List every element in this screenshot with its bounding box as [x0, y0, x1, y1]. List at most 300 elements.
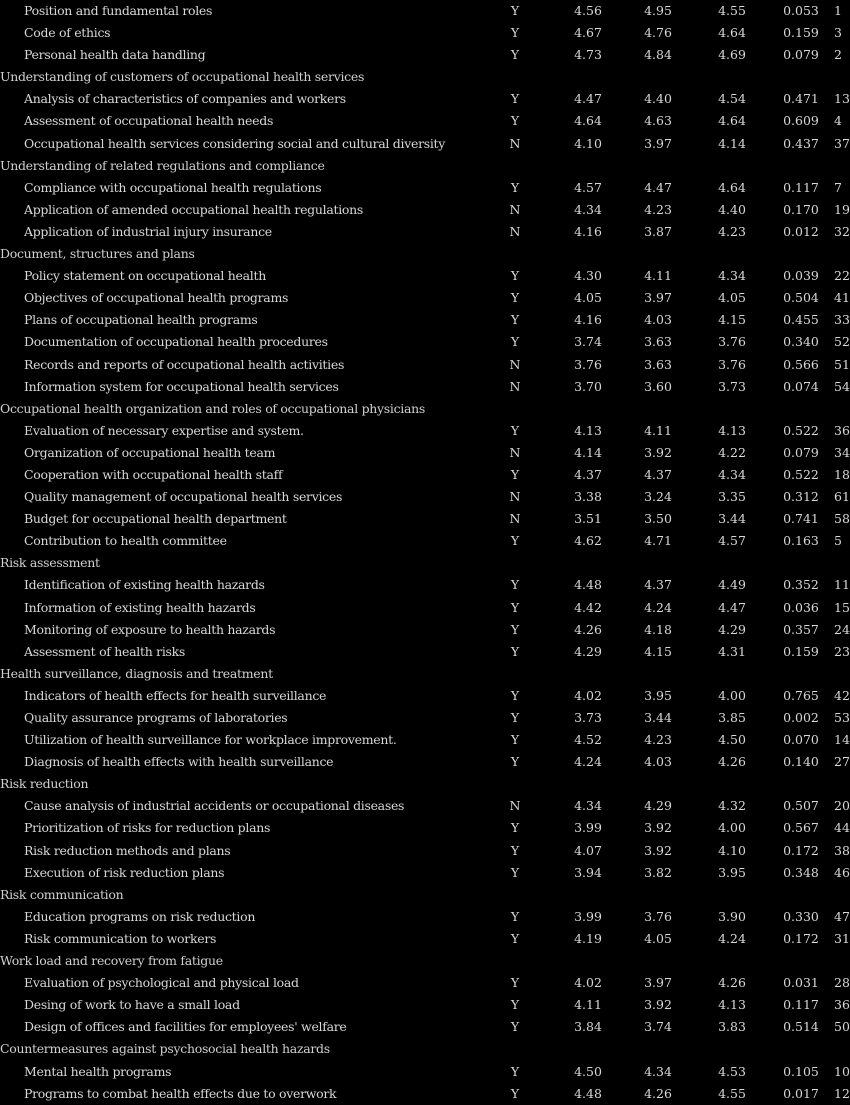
value-cell-3: 4.22 — [718, 444, 746, 460]
item-label: Personal health data handling — [24, 47, 206, 63]
item-label: Application of industrial injury insurance — [24, 223, 272, 239]
table-row — [0, 420, 850, 442]
flag-cell: Y — [510, 3, 520, 18]
item-label: Utilization of health surveillance for workplace improvement. — [24, 732, 397, 748]
category-row — [0, 66, 850, 88]
value-cell-3: 4.00 — [718, 687, 746, 703]
category-label: Countermeasures against psychosocial health hazards — [0, 1041, 330, 1057]
table-row — [0, 22, 850, 44]
flag-cell: Y — [510, 687, 520, 703]
rank-cell: 53 — [834, 710, 850, 725]
value-cell-3: 3.44 — [718, 511, 746, 527]
flag-cell: Y — [510, 621, 520, 637]
p-value-cell: 0.566 — [783, 356, 819, 372]
table-row — [0, 221, 850, 243]
flag-cell: Y — [510, 842, 520, 858]
rank-cell: 61 — [834, 489, 850, 505]
category-row — [0, 552, 850, 574]
value-cell-3: 4.34 — [718, 268, 746, 284]
flag-cell: Y — [510, 864, 520, 880]
p-value-cell: 0.039 — [783, 268, 819, 284]
rank-cell: 58 — [834, 511, 850, 527]
rank-cell: 23 — [834, 643, 850, 659]
category-row — [0, 155, 850, 177]
item-label: Contribution to health committee — [24, 533, 227, 549]
item-label: Plans of occupational health programs — [24, 312, 258, 328]
flag-cell: Y — [510, 533, 520, 549]
p-value-cell: 0.567 — [783, 820, 819, 836]
value-cell-1: 4.05 — [574, 290, 602, 306]
rank-cell: 2 — [834, 47, 842, 63]
value-cell-3: 4.64 — [718, 113, 746, 129]
p-value-cell: 0.437 — [783, 135, 819, 151]
flag-cell: N — [509, 223, 521, 239]
table-row — [0, 442, 850, 464]
value-cell-1: 3.70 — [574, 378, 602, 394]
p-value-cell: 0.031 — [783, 975, 819, 991]
table-row — [0, 729, 850, 751]
item-label: Occupational health services considering social and cultural diversity — [24, 135, 446, 151]
item-label: Information system for occupational health services — [24, 378, 339, 394]
value-cell-1: 3.74 — [574, 334, 602, 350]
value-cell-3: 4.05 — [718, 290, 746, 306]
value-cell-2: 3.95 — [644, 687, 672, 703]
item-label: Indicators of health effects for health surveillance — [24, 687, 327, 703]
value-cell-1: 4.14 — [574, 444, 602, 460]
flag-cell: Y — [510, 179, 520, 195]
item-label: Application of amended occupational health regulations — [24, 201, 363, 217]
item-label: Design of offices and facilities for employees' welfare — [24, 1019, 347, 1035]
value-cell-3: 3.90 — [718, 908, 746, 924]
flag-cell: N — [509, 798, 521, 814]
item-label: Policy statement on occupational health — [24, 268, 266, 284]
rank-cell: 51 — [834, 356, 850, 372]
p-value-cell: 0.765 — [783, 687, 819, 703]
table-row — [0, 0, 850, 22]
flag-cell: Y — [510, 908, 520, 924]
rank-cell: 20 — [834, 798, 850, 814]
value-cell-3: 4.14 — [718, 135, 746, 151]
item-label: Budget for occupational health department — [24, 511, 287, 527]
value-cell-1: 4.02 — [574, 687, 602, 703]
table-row — [0, 795, 850, 817]
value-cell-3: 4.55 — [718, 1085, 746, 1101]
table-row — [0, 508, 850, 530]
category-label: Understanding of customers of occupational health services — [0, 69, 365, 85]
value-cell-1: 4.56 — [574, 3, 602, 18]
value-cell-3: 4.64 — [718, 179, 746, 195]
item-label: Education programs on risk reduction — [24, 908, 256, 924]
p-value-cell: 0.140 — [783, 754, 819, 770]
rank-cell: 37 — [834, 135, 850, 151]
value-cell-2: 4.24 — [644, 599, 672, 615]
value-cell-2: 4.11 — [644, 268, 672, 284]
table-row — [0, 972, 850, 994]
value-cell-2: 4.95 — [644, 3, 672, 18]
value-cell-2: 3.92 — [644, 997, 672, 1013]
value-cell-3: 3.76 — [718, 356, 746, 372]
category-row — [0, 1038, 850, 1060]
p-value-cell: 0.455 — [783, 312, 819, 328]
value-cell-2: 3.24 — [644, 489, 672, 505]
item-label: Identification of existing health hazards — [24, 577, 265, 593]
value-cell-1: 4.29 — [574, 643, 602, 659]
category-row — [0, 663, 850, 685]
flag-cell: Y — [510, 577, 520, 593]
value-cell-1: 4.30 — [574, 268, 602, 284]
value-cell-3: 4.31 — [718, 643, 746, 659]
value-cell-2: 4.84 — [644, 47, 672, 63]
table-row — [0, 619, 850, 641]
p-value-cell: 0.079 — [783, 47, 819, 63]
p-value-cell: 0.352 — [783, 577, 819, 593]
table-row — [0, 707, 850, 729]
flag-cell: N — [509, 444, 521, 460]
value-cell-2: 3.97 — [644, 975, 672, 991]
value-cell-3: 4.26 — [718, 975, 746, 991]
item-label: Execution of risk reduction plans — [24, 864, 225, 880]
rank-cell: 31 — [834, 930, 850, 946]
value-cell-2: 4.03 — [644, 754, 672, 770]
rank-cell: 13 — [834, 91, 850, 107]
category-row — [0, 884, 850, 906]
table-row — [0, 928, 850, 950]
category-label: Occupational health organization and roles of occupational physicians — [0, 400, 426, 416]
table-row — [0, 110, 850, 132]
table-row — [0, 641, 850, 663]
value-cell-2: 3.87 — [644, 223, 672, 239]
category-label: Risk assessment — [0, 555, 100, 571]
value-cell-1: 4.47 — [574, 91, 602, 107]
value-cell-3: 4.10 — [718, 842, 746, 858]
item-label: Evaluation of psychological and physical load — [24, 975, 299, 991]
item-label: Cause analysis of industrial accidents or occupational diseases — [24, 798, 405, 814]
value-cell-2: 4.47 — [644, 179, 672, 195]
p-value-cell: 0.002 — [783, 710, 819, 725]
value-cell-1: 4.57 — [574, 179, 602, 195]
category-label: Understanding of related regulations and compliance — [0, 157, 325, 173]
p-value-cell: 0.170 — [783, 201, 819, 217]
flag-cell: N — [509, 378, 521, 394]
item-label: Analysis of characteristics of companies and workers — [24, 91, 346, 107]
p-value-cell: 0.741 — [783, 511, 819, 527]
value-cell-3: 4.64 — [718, 25, 746, 41]
value-cell-1: 4.52 — [574, 732, 602, 748]
value-cell-2: 3.50 — [644, 511, 672, 527]
table-row — [0, 994, 850, 1016]
value-cell-3: 4.40 — [718, 201, 746, 217]
value-cell-1: 4.37 — [574, 466, 602, 482]
table-row — [0, 133, 850, 155]
flag-cell: Y — [510, 1085, 520, 1101]
flag-cell: Y — [510, 732, 520, 748]
flag-cell: N — [509, 201, 521, 217]
rank-cell: 52 — [834, 334, 850, 350]
flag-cell: Y — [510, 91, 520, 107]
value-cell-2: 4.63 — [644, 113, 672, 129]
item-label: Cooperation with occupational health staff — [24, 466, 283, 482]
p-value-cell: 0.053 — [783, 3, 819, 18]
table-row — [0, 287, 850, 309]
category-label: Document, structures and plans — [0, 246, 195, 262]
flag-cell: N — [509, 511, 521, 527]
value-cell-2: 3.92 — [644, 444, 672, 460]
p-value-cell: 0.163 — [783, 533, 819, 549]
table-row — [0, 309, 850, 331]
flag-cell: N — [509, 356, 521, 372]
item-label: Documentation of occupational health procedures — [24, 334, 328, 350]
p-value-cell: 0.105 — [783, 1063, 819, 1079]
value-cell-1: 4.48 — [574, 577, 602, 593]
flag-cell: Y — [510, 754, 520, 770]
flag-cell: N — [509, 135, 521, 151]
flag-cell: Y — [510, 290, 520, 306]
value-cell-3: 4.29 — [718, 621, 746, 637]
rank-cell: 3 — [834, 25, 842, 41]
value-cell-1: 3.99 — [574, 908, 602, 924]
value-cell-1: 3.99 — [574, 820, 602, 836]
value-cell-2: 4.23 — [644, 732, 672, 748]
p-value-cell: 0.522 — [783, 422, 819, 438]
value-cell-1: 4.26 — [574, 621, 602, 637]
table-row — [0, 1083, 850, 1105]
rank-cell: 4 — [834, 113, 842, 129]
rank-cell: 7 — [834, 179, 842, 195]
value-cell-1: 4.07 — [574, 842, 602, 858]
p-value-cell: 0.340 — [783, 334, 819, 350]
value-cell-1: 3.94 — [574, 864, 602, 880]
value-cell-2: 4.37 — [644, 466, 672, 482]
rank-cell: 33 — [834, 312, 850, 328]
value-cell-3: 4.26 — [718, 754, 746, 770]
rank-cell: 47 — [834, 908, 850, 924]
rank-cell: 36 — [834, 422, 850, 438]
value-cell-2: 3.82 — [644, 864, 672, 880]
table-row — [0, 376, 850, 398]
flag-cell: Y — [510, 312, 520, 328]
item-label: Prioritization of risks for reduction plans — [24, 820, 271, 836]
category-label: Risk reduction — [0, 776, 89, 792]
flag-cell: N — [509, 489, 521, 505]
value-cell-1: 3.38 — [574, 489, 602, 505]
p-value-cell: 0.172 — [783, 842, 819, 858]
p-value-cell: 0.348 — [783, 864, 819, 880]
p-value-cell: 0.117 — [783, 997, 819, 1013]
rank-cell: 44 — [834, 820, 850, 836]
flag-cell: Y — [510, 820, 520, 836]
value-cell-3: 4.34 — [718, 466, 746, 482]
item-label: Desing of work to have a small load — [24, 997, 240, 1013]
value-cell-3: 4.53 — [718, 1063, 746, 1079]
rank-cell: 41 — [834, 290, 850, 306]
table-row — [0, 574, 850, 596]
table-row — [0, 177, 850, 199]
table-row — [0, 265, 850, 287]
item-label: Mental health programs — [24, 1063, 172, 1079]
item-label: Risk communication to workers — [24, 930, 217, 946]
rank-cell: 28 — [834, 975, 850, 991]
value-cell-1: 4.50 — [574, 1063, 602, 1079]
value-cell-1: 4.16 — [574, 223, 602, 239]
p-value-cell: 0.522 — [783, 466, 819, 482]
item-label: Information of existing health hazards — [24, 599, 256, 615]
value-cell-3: 3.83 — [718, 1019, 746, 1035]
table-row — [0, 464, 850, 486]
p-value-cell: 0.012 — [783, 223, 819, 239]
p-value-cell: 0.117 — [783, 179, 819, 195]
table-row — [0, 88, 850, 110]
flag-cell: Y — [510, 25, 520, 41]
table-row — [0, 906, 850, 928]
rank-cell: 27 — [834, 754, 850, 770]
value-cell-2: 4.71 — [644, 533, 672, 549]
value-cell-3: 3.35 — [718, 489, 746, 505]
rank-cell: 36 — [834, 997, 850, 1013]
item-label: Code of ethics — [24, 25, 111, 41]
item-label: Position and fundamental roles — [24, 3, 213, 18]
item-label: Quality assurance programs of laboratories — [24, 710, 288, 725]
rank-cell: 38 — [834, 842, 850, 858]
table-row — [0, 199, 850, 221]
flag-cell: Y — [510, 975, 520, 991]
value-cell-1: 3.76 — [574, 356, 602, 372]
flag-cell: Y — [510, 1063, 520, 1079]
rank-cell: 15 — [834, 599, 850, 615]
p-value-cell: 0.357 — [783, 621, 819, 637]
value-cell-3: 3.73 — [718, 378, 746, 394]
p-value-cell: 0.312 — [783, 489, 819, 505]
value-cell-2: 4.34 — [644, 1063, 672, 1079]
value-cell-2: 3.92 — [644, 842, 672, 858]
value-cell-3: 3.85 — [718, 710, 746, 725]
item-label: Risk reduction methods and plans — [24, 842, 231, 858]
value-cell-2: 3.97 — [644, 135, 672, 151]
table-row — [0, 840, 850, 862]
value-cell-3: 4.49 — [718, 577, 746, 593]
rank-cell: 12 — [834, 1085, 850, 1101]
flag-cell: Y — [510, 710, 520, 725]
table-row — [0, 1061, 850, 1083]
value-cell-3: 4.50 — [718, 732, 746, 748]
rank-cell: 32 — [834, 223, 850, 239]
value-cell-3: 3.76 — [718, 334, 746, 350]
table-row — [0, 530, 850, 552]
flag-cell: Y — [510, 1019, 520, 1035]
value-cell-1: 4.42 — [574, 599, 602, 615]
value-cell-3: 4.47 — [718, 599, 746, 615]
value-cell-3: 4.32 — [718, 798, 746, 814]
category-row — [0, 773, 850, 795]
value-cell-1: 4.67 — [574, 25, 602, 41]
item-label: Records and reports of occupational health activities — [24, 356, 345, 372]
rank-cell: 22 — [834, 268, 850, 284]
rank-cell: 42 — [834, 687, 850, 703]
value-cell-3: 4.13 — [718, 997, 746, 1013]
p-value-cell: 0.159 — [783, 643, 819, 659]
value-cell-3: 4.69 — [718, 47, 746, 63]
value-cell-1: 4.11 — [574, 997, 602, 1013]
item-label: Evaluation of necessary expertise and system. — [24, 422, 304, 438]
value-cell-2: 4.03 — [644, 312, 672, 328]
p-value-cell: 0.074 — [783, 378, 819, 394]
item-label: Programs to combat health effects due to overwork — [24, 1085, 337, 1101]
value-cell-2: 4.40 — [644, 91, 672, 107]
value-cell-3: 4.13 — [718, 422, 746, 438]
value-cell-2: 4.26 — [644, 1085, 672, 1101]
p-value-cell: 0.471 — [783, 91, 819, 107]
value-cell-1: 4.16 — [574, 312, 602, 328]
value-cell-2: 4.11 — [644, 422, 672, 438]
value-cell-2: 3.97 — [644, 290, 672, 306]
category-label: Risk communication — [0, 886, 124, 902]
flag-cell: Y — [510, 268, 520, 284]
value-cell-2: 4.76 — [644, 25, 672, 41]
rank-cell: 5 — [834, 533, 842, 549]
flag-cell: Y — [510, 997, 520, 1013]
value-cell-3: 4.55 — [718, 3, 746, 18]
item-label: Compliance with occupational health regulations — [24, 179, 322, 195]
table-row — [0, 1016, 850, 1038]
value-cell-1: 4.19 — [574, 930, 602, 946]
p-value-cell: 0.514 — [783, 1019, 819, 1035]
value-cell-2: 3.76 — [644, 908, 672, 924]
rank-cell: 19 — [834, 201, 850, 217]
item-label: Diagnosis of health effects with health surveillance — [24, 754, 334, 770]
value-cell-1: 4.13 — [574, 422, 602, 438]
table-row — [0, 817, 850, 839]
p-value-cell: 0.017 — [783, 1085, 819, 1101]
table-row — [0, 862, 850, 884]
value-cell-3: 4.24 — [718, 930, 746, 946]
rank-cell: 18 — [834, 466, 850, 482]
value-cell-1: 4.10 — [574, 135, 602, 151]
category-label: Health surveillance, diagnosis and treatment — [0, 665, 273, 681]
value-cell-1: 3.51 — [574, 511, 602, 527]
p-value-cell: 0.036 — [783, 599, 819, 615]
value-cell-1: 4.62 — [574, 533, 602, 549]
rank-cell: 24 — [834, 621, 850, 637]
value-cell-2: 4.37 — [644, 577, 672, 593]
value-cell-3: 4.23 — [718, 223, 746, 239]
value-cell-3: 4.57 — [718, 533, 746, 549]
p-value-cell: 0.507 — [783, 798, 819, 814]
category-row — [0, 950, 850, 972]
p-value-cell: 0.159 — [783, 25, 819, 41]
p-value-cell: 0.070 — [783, 732, 819, 748]
category-row — [0, 243, 850, 265]
rank-cell: 54 — [834, 378, 850, 394]
value-cell-2: 3.74 — [644, 1019, 672, 1035]
flag-cell: Y — [510, 466, 520, 482]
item-label: Objectives of occupational health programs — [24, 290, 289, 306]
category-label: Work load and recovery from fatigue — [0, 953, 223, 969]
flag-cell: Y — [510, 47, 520, 63]
rank-cell: 1 — [834, 3, 842, 18]
flag-cell: Y — [510, 113, 520, 129]
p-value-cell: 0.330 — [783, 908, 819, 924]
value-cell-3: 4.54 — [718, 91, 746, 107]
value-cell-2: 4.18 — [644, 621, 672, 637]
table-row — [0, 597, 850, 619]
value-cell-1: 4.34 — [574, 798, 602, 814]
flag-cell: Y — [510, 599, 520, 615]
rank-cell: 11 — [834, 577, 850, 593]
value-cell-2: 3.60 — [644, 378, 672, 394]
p-value-cell: 0.079 — [783, 444, 819, 460]
rank-cell: 50 — [834, 1019, 850, 1035]
flag-cell: Y — [510, 930, 520, 946]
value-cell-2: 3.44 — [644, 710, 672, 725]
